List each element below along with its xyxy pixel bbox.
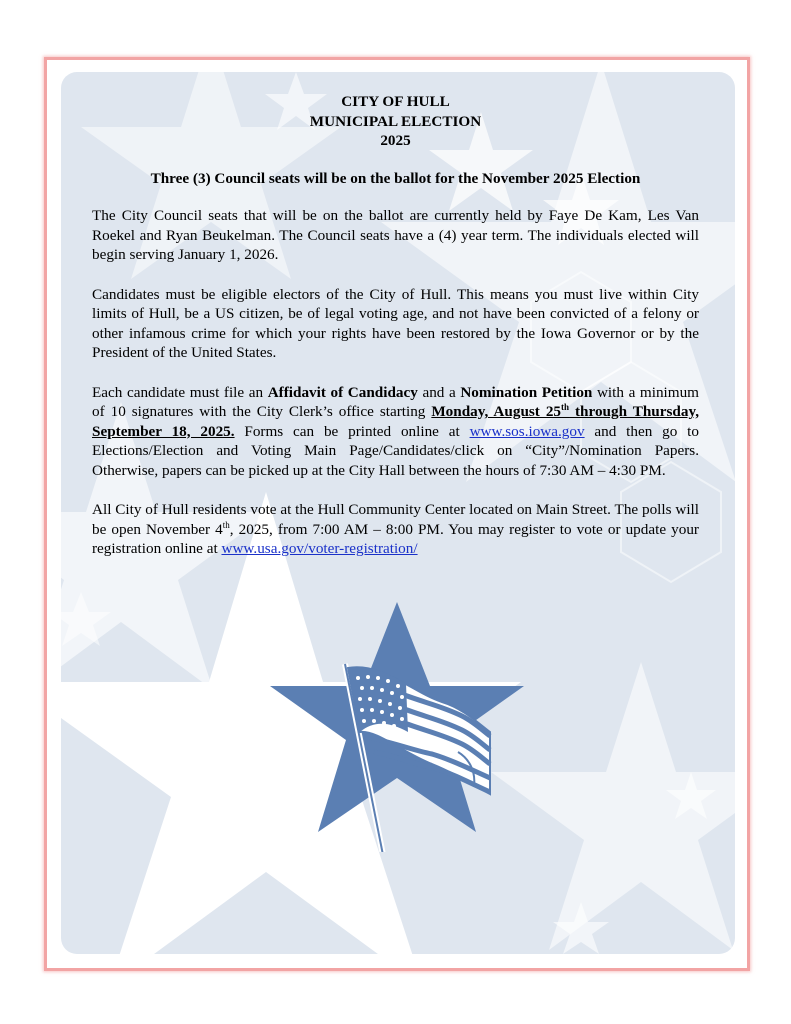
blue-star-icon (262, 602, 532, 852)
filing-text-2: and a (417, 383, 461, 401)
affidavit-term: Affidavit of Candidacy (267, 383, 418, 401)
filing-text-1: Each candidate must file an (92, 383, 268, 401)
header-city: CITY OF HULL (341, 93, 450, 110)
voting-text-1: All City of Hull residents vote at the Hull Community Center located on Main Street. The polls will be open November 4 (92, 501, 699, 538)
filing-text-4: Forms can be printed online at (234, 422, 470, 440)
voting-paragraph (92, 500, 699, 559)
voting-text-2: , 2025, from 7:00 AM – 8:00 PM. You may register to vote or update your registration online at (92, 520, 699, 557)
council-seats-paragraph: The City Council seats that will be on the ballot are currently held by Faye De Kam, Les Van Roekel and Ryan Beukelman. The Council seats have a (4) year term. The individuals elected will begin serving January 1, 2026. (92, 207, 699, 263)
ballot-subheading: Three (3) Council seats will be on the ballot for the November 2025 Election (150, 169, 641, 187)
filing-start-date: Monday, August 25 (431, 403, 562, 420)
filing-end-date: through Thursday, September 18, 2025. (92, 403, 699, 440)
notice-header (92, 92, 699, 151)
filing-start-date-suffix: th (561, 401, 570, 412)
filing-text-3: with a minimum of 10 signatures with the City Clerk’s office starting (92, 383, 699, 420)
sos-link[interactable]: www.sos.iowa.gov (469, 422, 585, 440)
header-title: MUNICIPAL ELECTION (309, 112, 482, 130)
voter-registration-link[interactable]: www.usa.gov/voter-registration/ (221, 540, 418, 557)
voting-date-suffix: th (222, 519, 230, 530)
notice-content (92, 92, 699, 579)
petition-term: Nomination Petition (460, 383, 593, 401)
header-year: 2025 (380, 132, 411, 149)
filing-text-5: and then go to Elections/Election and Voting Main Page/Candidates/click on “City”/Nomination Papers. Otherwise, papers can be picked up at the City Hall between the hours of 7:30 AM – 4:30 PM. (92, 422, 699, 479)
eligibility-paragraph: Candidates must be eligible electors of the City of Hull. This means you must live within City limits of Hull, be a US citizen, be of legal voting age, and not have been convicted of a felony or other infamous crime for which your rights have been restored by the Iowa Governor or by the President of the United States. (92, 285, 699, 361)
filing-paragraph (92, 383, 699, 481)
